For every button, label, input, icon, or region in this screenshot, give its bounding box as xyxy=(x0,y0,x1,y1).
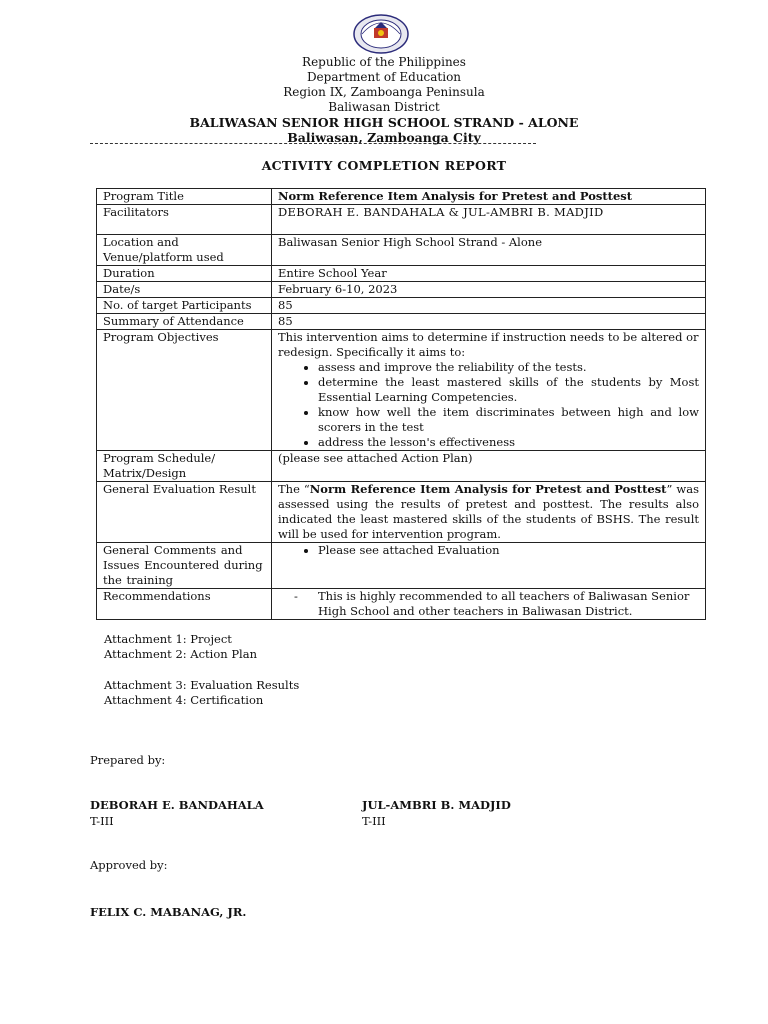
label-program-title: Program Title xyxy=(97,189,272,205)
signatory-1-position: T-III xyxy=(90,814,114,828)
objective-item: • determine the least mastered skills of the students by Most Essential Learning Competencies. xyxy=(318,375,699,405)
row-evaluation xyxy=(97,482,706,543)
label-objectives: Program Objectives xyxy=(97,330,272,451)
row-location xyxy=(97,235,706,266)
report-table xyxy=(96,188,706,620)
row-comments xyxy=(97,543,706,589)
attachment-1: Attachment 1: Project xyxy=(104,632,232,646)
label-facilitators: Facilitators xyxy=(97,205,272,235)
approver-name: FELIX C. MABANAG, JR. xyxy=(90,905,247,919)
label-duration: Duration xyxy=(97,266,272,282)
value-recommendations xyxy=(272,589,706,620)
label-participants: No. of target Participants xyxy=(97,298,272,314)
evaluation-post: ” was assessed using the results of pretest and posttest. The results also indicated the least mastered skills of the students of BSHS. The result will be used for intervention program. xyxy=(278,482,699,541)
attachment-3: Attachment 3: Evaluation Results xyxy=(104,678,300,692)
header-country: Republic of the Philippines xyxy=(302,55,466,69)
value-location: Baliwasan Senior High School Strand - Alone xyxy=(272,235,706,266)
header-district: Baliwasan District xyxy=(328,100,440,114)
label-schedule: Program Schedule/ Matrix/Design xyxy=(97,451,272,482)
row-objectives xyxy=(97,330,706,451)
signatory-1-name: DEBORAH E. BANDAHALA xyxy=(90,798,264,812)
signatory-2-name: JUL-AMBRI B. MADJID xyxy=(362,798,511,812)
row-schedule xyxy=(97,451,706,482)
row-program-title xyxy=(97,189,706,205)
attachment-2: Attachment 2: Action Plan xyxy=(104,647,257,661)
value-attendance: 85 xyxy=(272,314,706,330)
value-program-title: Norm Reference Item Analysis for Pretest and Posttest xyxy=(272,189,706,205)
evaluation-pre: The “ xyxy=(278,482,310,496)
comment-item: • Please see attached Evaluation xyxy=(318,543,699,558)
objective-item: • assess and improve the reliability of the tests. xyxy=(318,360,699,375)
objective-item: • address the lesson's effectiveness xyxy=(318,435,699,450)
objective-item: • know how well the item discriminates between high and low scorers in the test xyxy=(318,405,699,435)
header-department: Department of Education xyxy=(306,70,462,84)
value-objectives xyxy=(272,330,706,451)
header-address: Baliwasan, Zamboanga City xyxy=(287,130,481,145)
objectives-intro: This intervention aims to determine if instruction needs to be altered or redesign. Specifically it aims to: xyxy=(278,330,699,359)
row-dates xyxy=(97,282,706,298)
value-facilitators: DEBORAH E. BANDAHALA & JUL-AMBRI B. MADJID xyxy=(272,205,706,235)
recommendations-list xyxy=(278,589,699,619)
header-school: BALIWASAN SENIOR HIGH SCHOOL STRAND - ALONE xyxy=(189,115,579,130)
label-comments: General Comments and Issues Encountered during the training xyxy=(97,543,272,589)
comments-list xyxy=(278,543,699,558)
objectives-list xyxy=(278,360,699,450)
value-dates: February 6-10, 2023 xyxy=(272,282,706,298)
row-facilitators xyxy=(97,205,706,235)
row-recommendations xyxy=(97,589,706,620)
approved-by-label: Approved by: xyxy=(90,858,168,872)
label-evaluation: General Evaluation Result xyxy=(97,482,272,543)
label-attendance: Summary of Attendance xyxy=(97,314,272,330)
label-location: Location and Venue/platform used xyxy=(97,235,272,266)
value-evaluation xyxy=(272,482,706,543)
row-participants xyxy=(97,298,706,314)
signatory-2-position: T-III xyxy=(362,814,386,828)
row-duration xyxy=(97,266,706,282)
value-comments xyxy=(272,543,706,589)
deped-seal-logo xyxy=(352,14,410,54)
report-title: ACTIVITY COMPLETION REPORT xyxy=(261,158,507,173)
value-schedule: (please see attached Action Plan) xyxy=(272,451,706,482)
value-duration: Entire School Year xyxy=(272,266,706,282)
evaluation-program-name: Norm Reference Item Analysis for Pretest and Posttest xyxy=(309,482,667,496)
label-recommendations: Recommendations xyxy=(97,589,272,620)
label-dates: Date/s xyxy=(97,282,272,298)
value-participants: 85 xyxy=(272,298,706,314)
prepared-by-label: Prepared by: xyxy=(90,753,166,767)
recommendation-item: - This is highly recommended to all teachers of Baliwasan Senior High School and other teachers in Baliwasan District. xyxy=(278,589,699,619)
divider-dashed xyxy=(90,143,536,144)
attachment-4: Attachment 4: Certification xyxy=(104,693,264,707)
header-region: Region IX, Zamboanga Peninsula xyxy=(283,85,485,99)
row-attendance xyxy=(97,314,706,330)
